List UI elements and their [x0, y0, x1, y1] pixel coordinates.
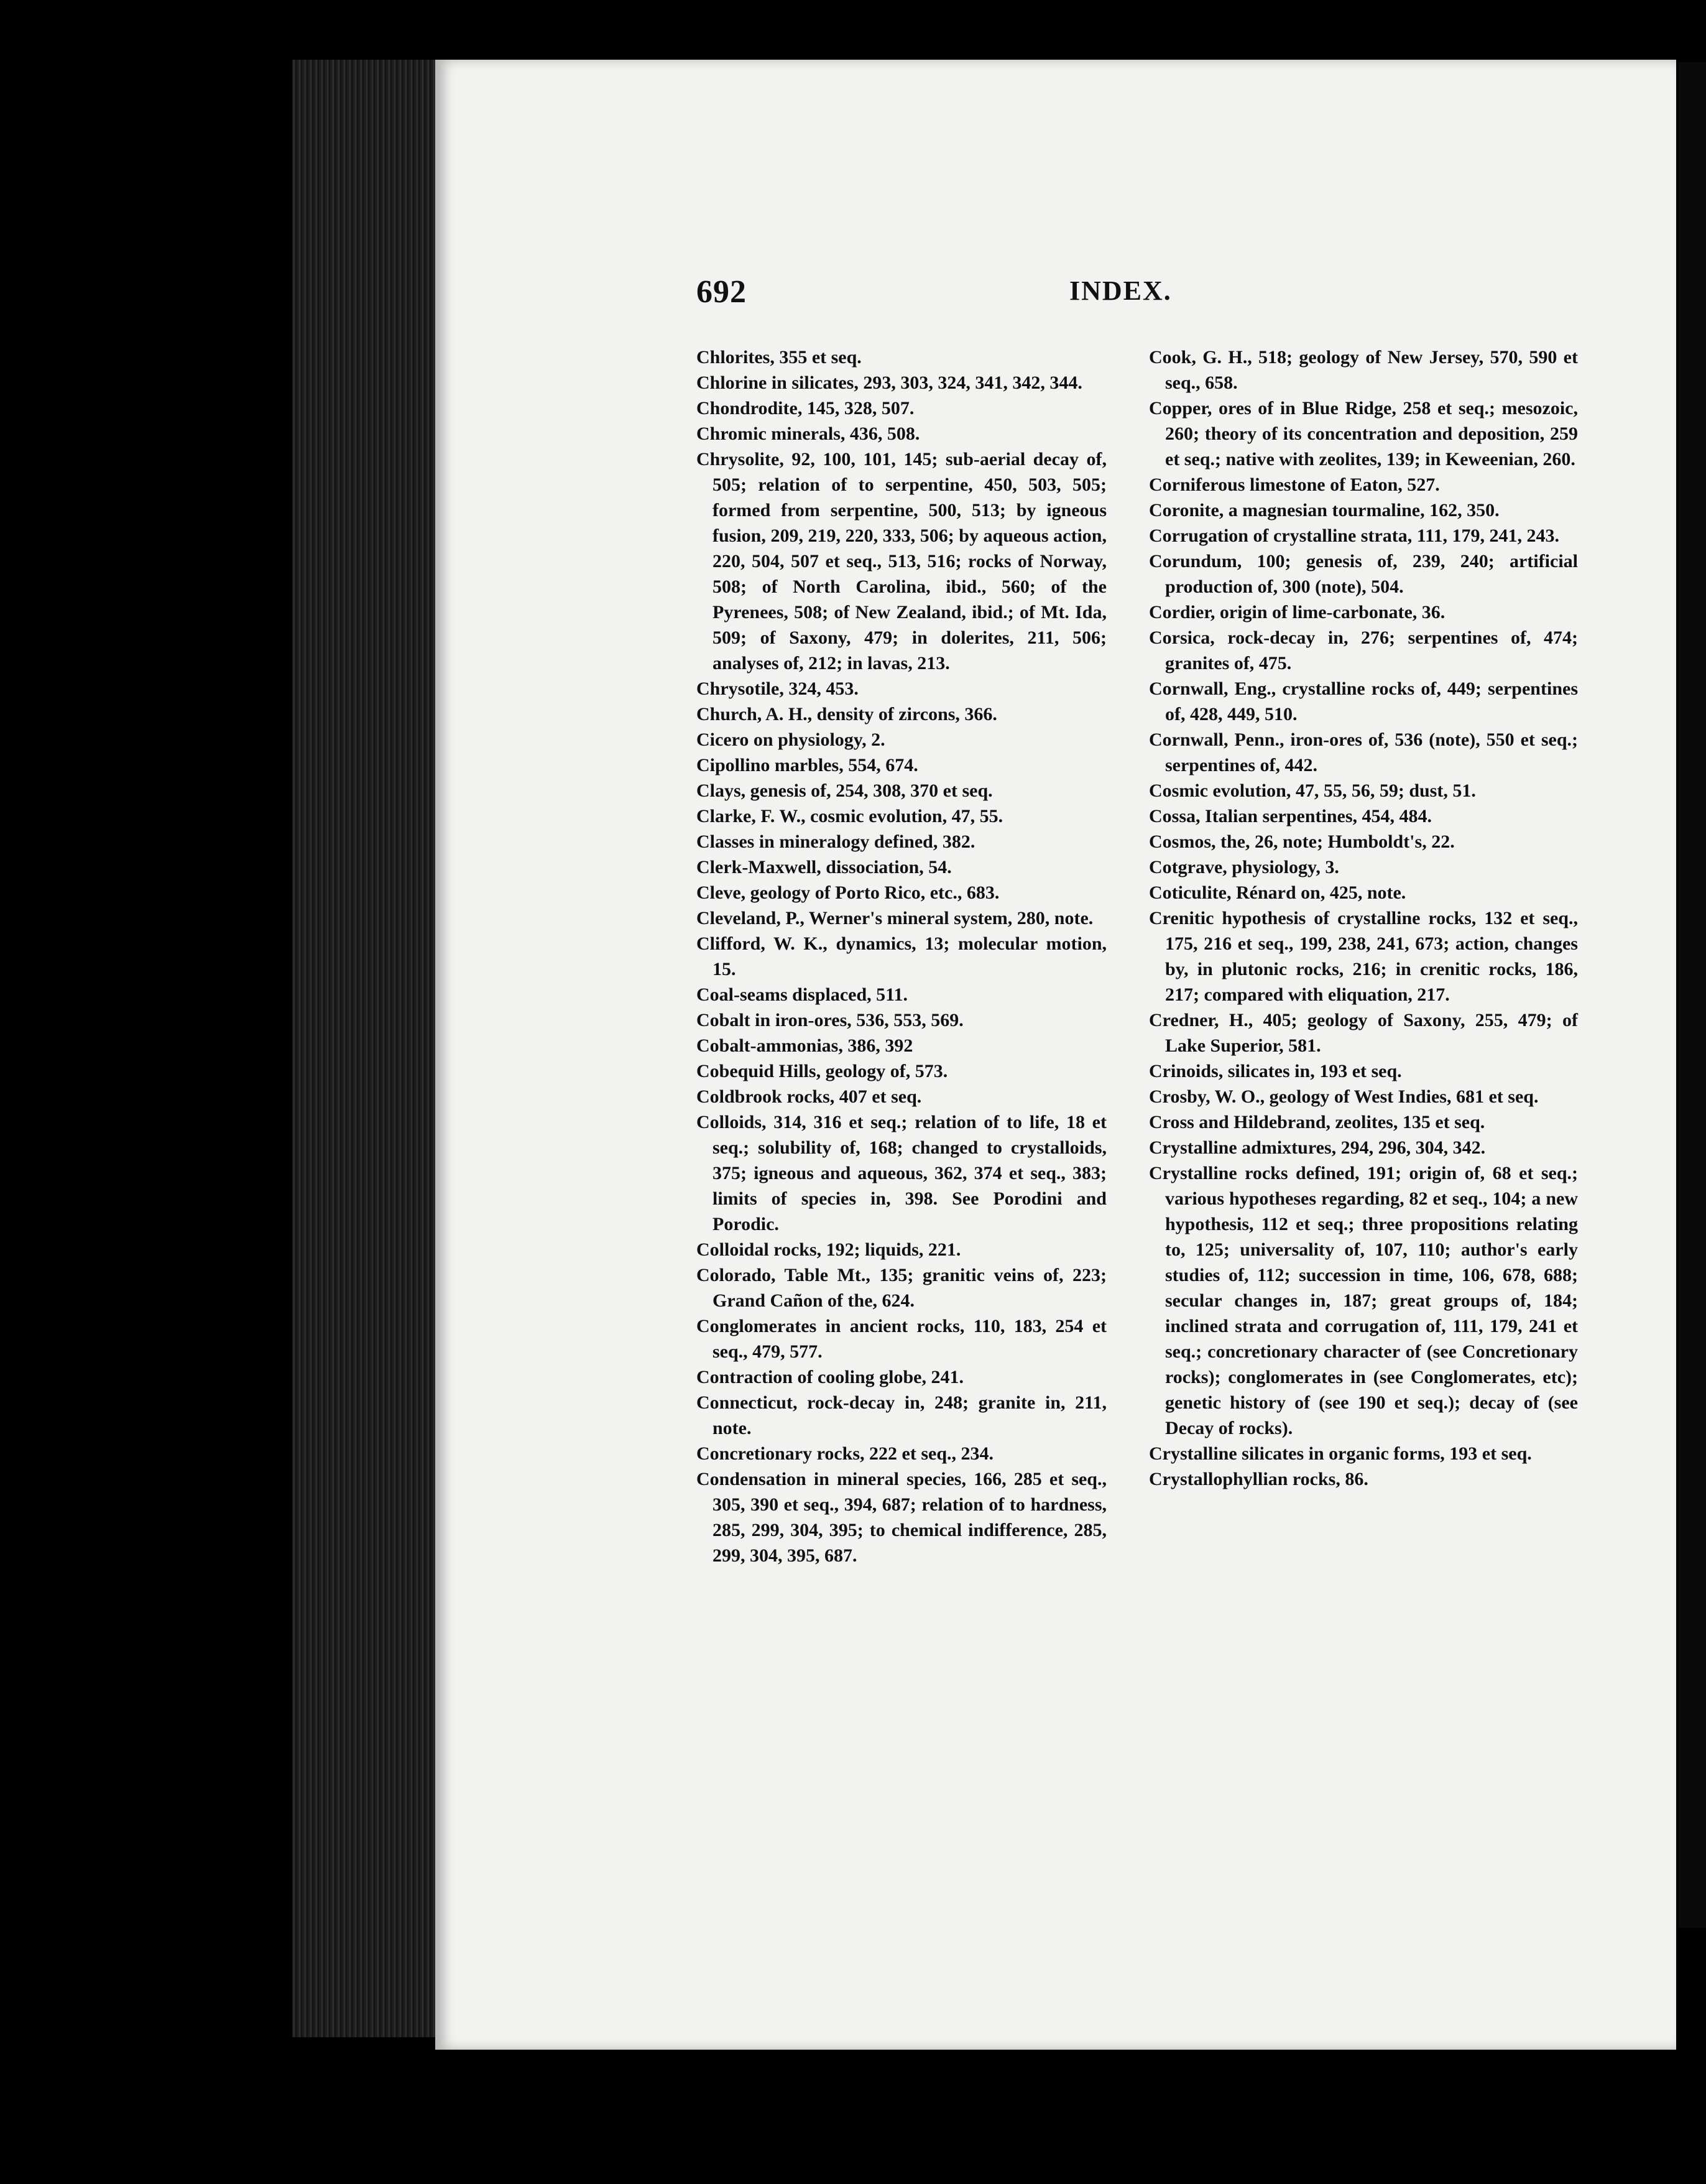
index-entry: Clarke, F. W., cosmic evolution, 47, 55.: [696, 806, 1003, 826]
book-page-edges: [292, 60, 435, 2037]
index-entry: Clerk-Maxwell, dissociation, 54.: [696, 857, 952, 877]
index-entry: Cobalt-ammonias, 386, 392: [696, 1035, 913, 1056]
index-entry: Cook, G. H., 518; geology of New Jersey, 570, 590 et seq., 658.: [1149, 347, 1578, 393]
index-entry: Cicero on physiology, 2.: [696, 729, 885, 750]
index-entry: Clays, genesis of, 254, 308, 370 et seq.: [696, 780, 993, 801]
index-entry: Cosmos, the, 26, note; Humboldt's, 22.: [1149, 831, 1455, 852]
index-entry: Coldbrook rocks, 407 et seq.: [696, 1086, 922, 1107]
index-entry: Cross and Hildebrand, zeolites, 135 et seq.: [1149, 1112, 1485, 1132]
index-column-left: [696, 345, 1107, 1568]
index-entry: Corsica, rock-decay in, 276; serpentines of, 474; granites of, 475.: [1149, 627, 1578, 673]
page-header: [696, 274, 1629, 317]
book-binding-edge: [1679, 62, 1706, 1928]
index-entry: Coticulite, Rénard on, 425, note.: [1149, 882, 1406, 903]
index-entry: Conglomerates in ancient rocks, 110, 183, 254 et seq., 479, 577.: [696, 1316, 1107, 1362]
index-page: [435, 60, 1676, 2050]
index-entry: Cipollino marbles, 554, 674.: [696, 755, 918, 775]
index-entry: Chlorites, 355 et seq.: [696, 347, 862, 368]
index-entry: Cleve, geology of Porto Rico, etc., 683.: [696, 882, 1000, 903]
index-entry: Church, A. H., density of zircons, 366.: [696, 704, 997, 724]
index-entry: Colorado, Table Mt., 135; granitic veins of, 223; Grand Cañon of the, 624.: [696, 1265, 1107, 1311]
page-number: 692: [696, 274, 747, 310]
index-entry: Connecticut, rock-decay in, 248; granite in, 211, note.: [696, 1392, 1107, 1438]
index-entry: Corniferous limestone of Eaton, 527.: [1149, 474, 1440, 495]
index-entry: Crosby, W. O., geology of West Indies, 681 et seq.: [1149, 1086, 1539, 1107]
index-entry: Chromic minerals, 436, 508.: [696, 423, 920, 444]
index-entry: Cossa, Italian serpentines, 454, 484.: [1149, 806, 1432, 826]
index-entry: Chrysolite, 92, 100, 101, 145; sub-aerial decay of, 505; relation of to serpentine, 450, 503, 505; formed from serpentine, 500, 513; by igneous fusion, 209, 219, 220, 333, 506; by aqueous action, 220, 504, 507 et seq., 513, 516; rocks of Norway, 508; of North Carolina, ibid., 560; of the Pyrenees, 508; of New Zealand, ibid.; of Mt. Ida, 509; of Saxony, 479; in dolerites, 211, 506; analyses of, 212; in lavas, 213.: [696, 449, 1107, 673]
index-entry: Crystalline admixtures, 294, 296, 304, 342.: [1149, 1137, 1486, 1158]
index-entry: Copper, ores of in Blue Ridge, 258 et seq.; mesozoic, 260; theory of its concentration and deposition, 259 et seq.; native with zeolites, 139; in Keweenian, 260.: [1149, 398, 1578, 470]
index-entry: Colloidal rocks, 192; liquids, 221.: [696, 1239, 961, 1260]
index-entry: Chrysotile, 324, 453.: [696, 678, 859, 699]
index-column-right: [1149, 345, 1578, 1492]
index-entry: Cotgrave, physiology, 3.: [1149, 857, 1339, 877]
index-entry: Crinoids, silicates in, 193 et seq.: [1149, 1061, 1402, 1081]
index-entry: Cobequid Hills, geology of, 573.: [696, 1061, 948, 1081]
index-entry: Corundum, 100; genesis of, 239, 240; artificial production of, 300 (note), 504.: [1149, 551, 1578, 597]
running-title: INDEX.: [1069, 275, 1172, 306]
index-entry: Crystalline rocks defined, 191; origin of, 68 et seq.; various hypotheses regarding, 82 et seq., 104; a new hypothesis, 112 et seq.; three propositions relating to, 125; universality of, 107, 110; author's early studies of, 112; succession in time, 106, 678, 688; secular changes in, 187; great groups of, 184; inclined strata and corrugation of, 111, 179, 241 et seq.; concretionary character of (see Concretionary rocks); conglomerates in (see Conglomerates, etc); genetic history of (see 190 et seq.); decay of (see Decay of rocks).: [1149, 1163, 1578, 1438]
index-entry: Cleveland, P., Werner's mineral system, 280, note.: [696, 908, 1094, 928]
index-entry: Cornwall, Penn., iron-ores of, 536 (note), 550 et seq.; serpentines of, 442.: [1149, 729, 1578, 775]
index-entry: Cornwall, Eng., crystalline rocks of, 449; serpentines of, 428, 449, 510.: [1149, 678, 1578, 724]
index-entry: Cordier, origin of lime-carbonate, 36.: [1149, 602, 1445, 622]
index-entry: Classes in mineralogy defined, 382.: [696, 831, 975, 852]
index-entry: Credner, H., 405; geology of Saxony, 255, 479; of Lake Superior, 581.: [1149, 1010, 1578, 1056]
index-entry: Chlorine in silicates, 293, 303, 324, 341, 342, 344.: [696, 372, 1082, 393]
index-entry: Crystallophyllian rocks, 86.: [1149, 1469, 1368, 1489]
index-entry: Cosmic evolution, 47, 55, 56, 59; dust, 51.: [1149, 780, 1476, 801]
index-entry: Contraction of cooling globe, 241.: [696, 1367, 964, 1387]
index-entry: Cobalt in iron-ores, 536, 553, 569.: [696, 1010, 964, 1030]
index-entry: Coronite, a magnesian tourmaline, 162, 350.: [1149, 500, 1500, 521]
index-entry: Colloids, 314, 316 et seq.; relation of to life, 18 et seq.; solubility of, 168; changed to crystalloids, 375; igneous and aqueous, 362, 374 et seq., 383; limits of species in, 398. See Porodini and Porodic.: [696, 1112, 1107, 1234]
index-entry: Crystalline silicates in organic forms, 193 et seq.: [1149, 1443, 1532, 1464]
index-entry: Concretionary rocks, 222 et seq., 234.: [696, 1443, 994, 1464]
index-entry: Corrugation of crystalline strata, 111, 179, 241, 243.: [1149, 525, 1559, 546]
index-entry: Clifford, W. K., dynamics, 13; molecular motion, 15.: [696, 933, 1107, 979]
index-entry: Chondrodite, 145, 328, 507.: [696, 398, 915, 419]
index-entry: Condensation in mineral species, 166, 285 et seq., 305, 390 et seq., 394, 687; relation of to hardness, 285, 299, 304, 395; to chemical indifference, 285, 299, 304, 395, 687.: [696, 1469, 1107, 1566]
index-entry: Crenitic hypothesis of crystalline rocks, 132 et seq., 175, 216 et seq., 199, 238, 241, 673; action, changes by, in plutonic rocks, 216; in crenitic rocks, 186, 217; compared with eliquation, 217.: [1149, 908, 1578, 1005]
index-entry: Coal-seams displaced, 511.: [696, 984, 908, 1005]
